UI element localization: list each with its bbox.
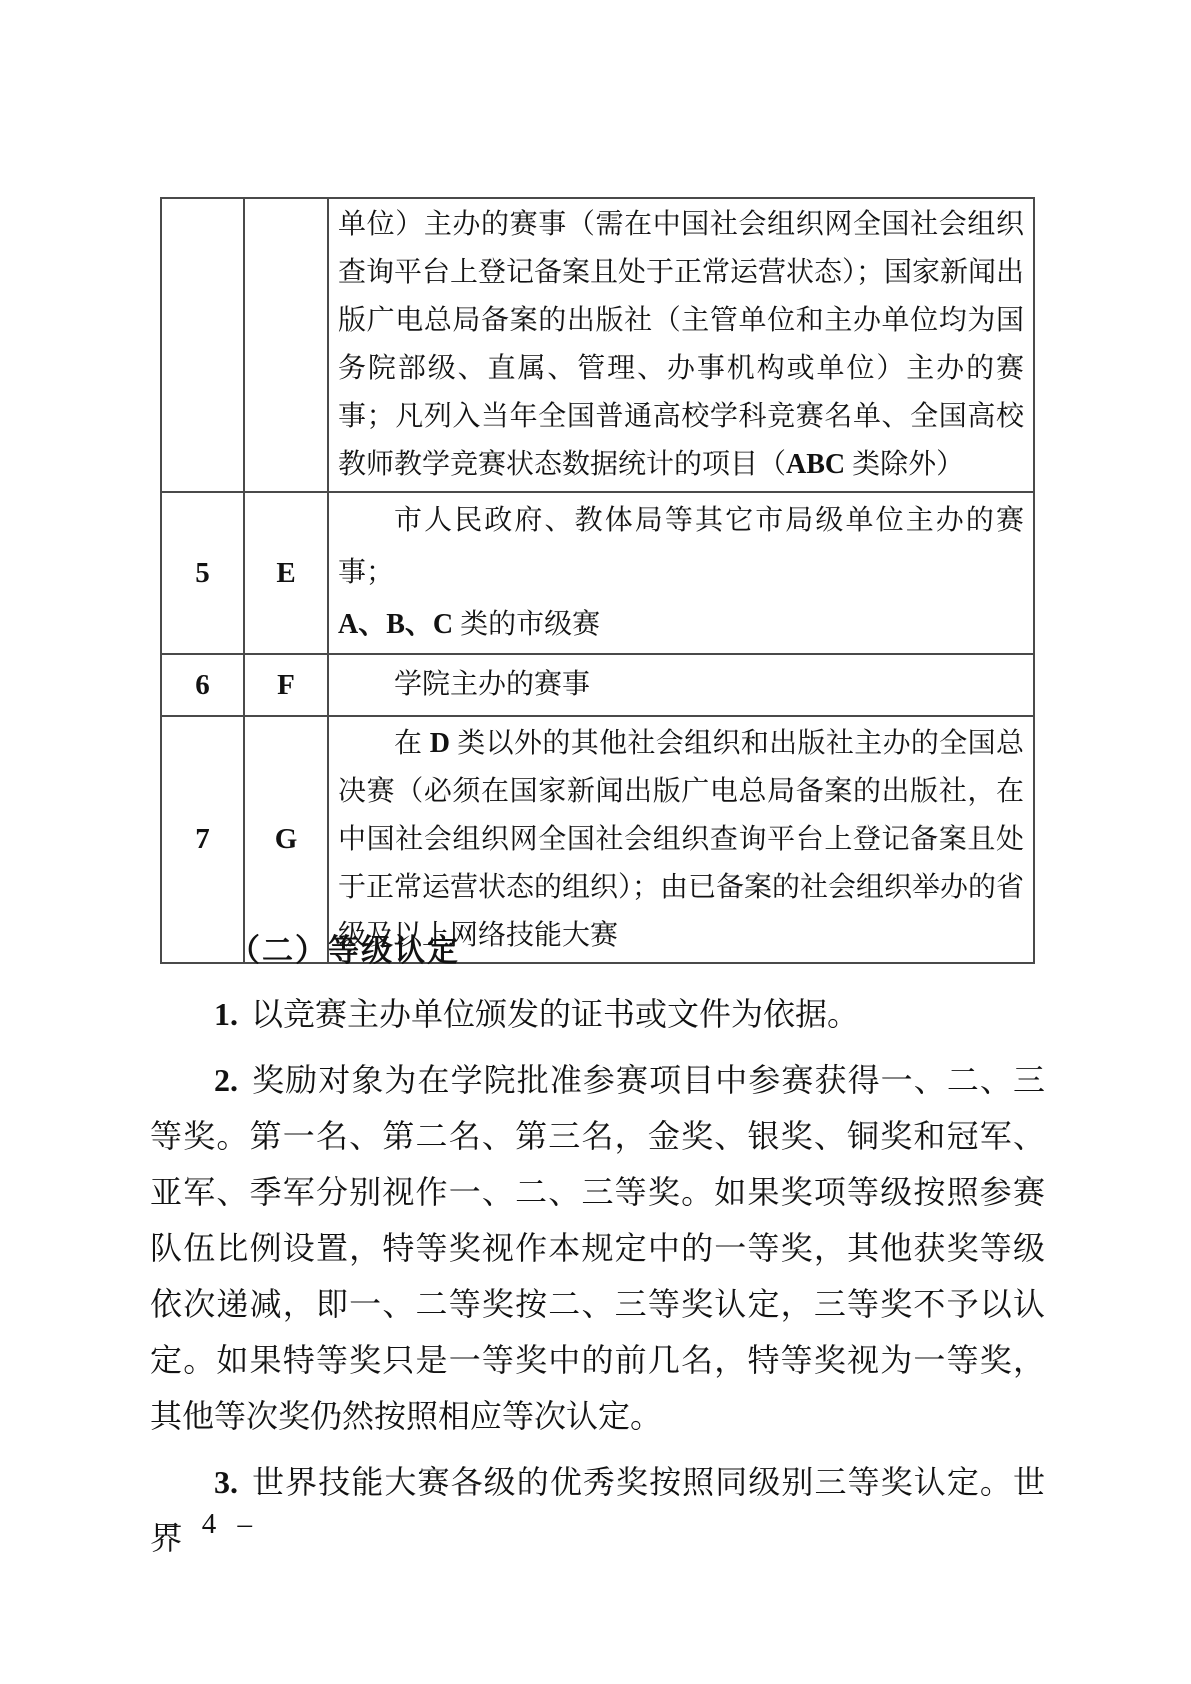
paragraph-text: 奖励对象为在学院批准参赛项目中参赛获得一、二、三等奖。第一名、第二名、第三名，金奖、银奖、铜奖和冠军、亚军、季军分别视作一、二、三等奖。如果奖项等级按照参赛队伍比例设置，特等奖视作本规定中的一等奖，其他获奖等级依次递减，即一、二等奖按二、三等奖认定，三等奖不予以认定。如果特等奖只是一等奖中的前几名，特等奖视为一等奖，其他等次奖仍然按照相应等次认定。 bbox=[150, 1062, 1045, 1434]
table-row bbox=[161, 492, 1034, 654]
cell-paragraph: 学院主办的赛事 bbox=[394, 669, 591, 700]
row-description-cell bbox=[328, 492, 1034, 654]
section-heading: （二）等级认定 bbox=[229, 933, 460, 968]
cell-paragraph: 在 D 类以外的其他社会组织和出版社主办的全国总决赛（必须在国家新闻出版广电总局备案的出版社，在中国社会组织网全国社会组织查询平台上登记备案且处于正常运营状态的组织）；由已备案的社会组织举办的省级及以上网络技能大赛 bbox=[338, 727, 1025, 951]
paragraph-2 bbox=[150, 1052, 1045, 1444]
paragraph-text: 以竞赛主办单位颁发的证书或文件为依据。 bbox=[251, 996, 860, 1032]
row-seq-cell: 5 bbox=[161, 492, 244, 654]
row-description-cell bbox=[328, 198, 1034, 492]
row-seq-cell: 7 bbox=[161, 716, 244, 963]
row-category-cell: G bbox=[244, 716, 328, 963]
paragraph-3 bbox=[150, 1454, 1045, 1566]
page-number: – 4 – bbox=[166, 1508, 259, 1540]
table-row bbox=[161, 654, 1034, 716]
section-body bbox=[150, 986, 1045, 1576]
paragraph-number: 2. bbox=[214, 1062, 238, 1098]
cell-paragraph: 单位）主办的赛事（需在中国社会组织网全国社会组织查询平台上登记备案且处于正常运营状态）；国家新闻出版广电总局备案的出版社（主管单位和主办单位均为国务院部级、直属、管理、办事机构或单位）主办的赛事；凡列入当年全国普通高校学科竞赛名单、全国高校教师教学竞赛状态数据统计的项目（ABC 类除外） bbox=[338, 209, 1025, 480]
row-seq-cell: 6 bbox=[161, 654, 244, 716]
table-row bbox=[161, 198, 1034, 492]
row-category-cell: F bbox=[244, 654, 328, 716]
competition-grade-table bbox=[160, 197, 1035, 964]
row-category-cell bbox=[244, 198, 328, 492]
row-category-cell: E bbox=[244, 492, 328, 654]
paragraph-1 bbox=[150, 986, 1045, 1042]
cell-paragraph: 市人民政府、教体局等其它市局级单位主办的赛事； bbox=[338, 505, 1024, 588]
row-description-cell bbox=[328, 654, 1034, 716]
paragraph-number: 3. bbox=[214, 1464, 238, 1500]
paragraph-number: 1. bbox=[214, 996, 238, 1032]
row-seq-cell bbox=[161, 198, 244, 492]
cell-paragraph: A、B、C 类的市级赛 bbox=[338, 609, 601, 640]
paragraph-text: 世界技能大赛各级的优秀奖按照同级别三等奖认定。世界 bbox=[150, 1464, 1045, 1556]
